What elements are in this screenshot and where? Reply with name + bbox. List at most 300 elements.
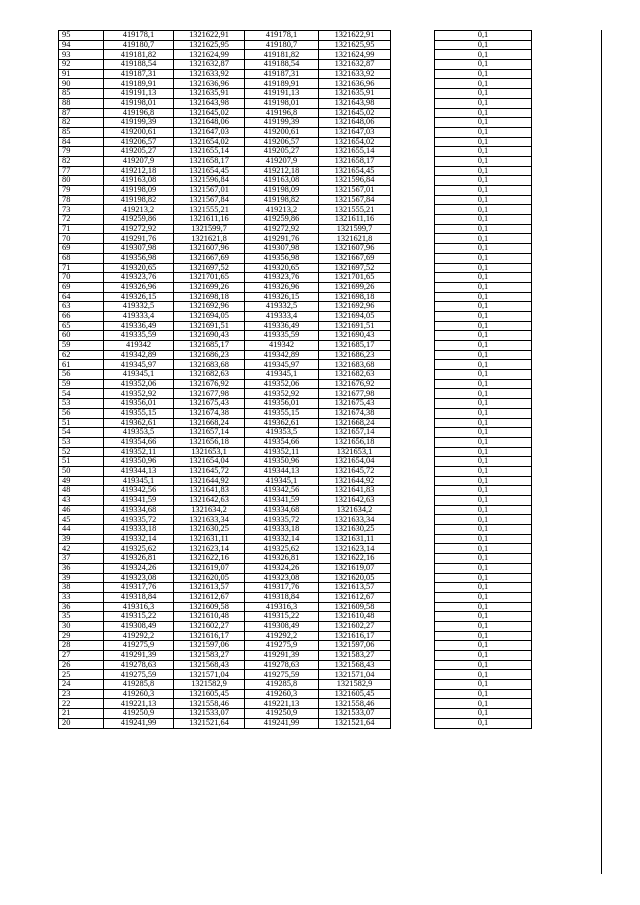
x-new-cell: 419180,7 <box>245 40 319 50</box>
spacer-cell <box>391 660 435 670</box>
x-old-cell: 419198,01 <box>104 98 174 108</box>
table-row <box>59 379 532 389</box>
y-old-cell: 1321607,96 <box>174 244 245 254</box>
table-row <box>59 176 532 186</box>
y-new-cell: 1321611,16 <box>319 215 391 225</box>
x-new-cell: 419315,22 <box>245 612 319 622</box>
x-old-cell: 419292,2 <box>104 631 174 641</box>
y-old-cell: 1321655,14 <box>174 147 245 157</box>
y-old-cell: 1321632,87 <box>174 60 245 70</box>
x-old-cell: 419350,96 <box>104 457 174 467</box>
point-number-cell: 71 <box>59 224 104 234</box>
point-number-cell: 69 <box>59 282 104 292</box>
table-row <box>59 651 532 661</box>
x-old-cell: 419323,08 <box>104 573 174 583</box>
x-new-cell: 419292,2 <box>245 631 319 641</box>
accuracy-cell: 0,1 <box>435 263 532 273</box>
y-old-cell: 1321613,57 <box>174 583 245 593</box>
point-number-cell: 24 <box>59 680 104 690</box>
table-row <box>59 156 532 166</box>
x-new-cell: 419324,26 <box>245 563 319 573</box>
accuracy-cell: 0,1 <box>435 224 532 234</box>
accuracy-cell: 0,1 <box>435 282 532 292</box>
point-number-cell: 25 <box>59 670 104 680</box>
table-row <box>59 215 532 225</box>
accuracy-cell: 0,1 <box>435 583 532 593</box>
x-new-cell: 419356,98 <box>245 253 319 263</box>
spacer-cell <box>391 40 435 50</box>
x-new-cell: 419332,5 <box>245 302 319 312</box>
x-new-cell: 419344,13 <box>245 466 319 476</box>
table-row <box>59 583 532 593</box>
table-row <box>59 515 532 525</box>
y-old-cell: 1321667,69 <box>174 253 245 263</box>
x-new-cell: 419212,18 <box>245 166 319 176</box>
spacer-cell <box>391 89 435 99</box>
y-old-cell: 1321620,05 <box>174 573 245 583</box>
spacer-cell <box>391 670 435 680</box>
x-old-cell: 419345,1 <box>104 370 174 380</box>
accuracy-cell: 0,1 <box>435 554 532 564</box>
table-row <box>59 31 532 41</box>
table-row <box>59 311 532 321</box>
y-old-cell: 1321654,04 <box>174 457 245 467</box>
y-old-cell: 1321567,84 <box>174 195 245 205</box>
y-old-cell: 1321622,16 <box>174 554 245 564</box>
point-number-cell: 77 <box>59 166 104 176</box>
x-old-cell: 419355,15 <box>104 408 174 418</box>
accuracy-cell: 0,1 <box>435 137 532 147</box>
spacer-cell <box>391 505 435 515</box>
x-new-cell: 419352,92 <box>245 389 319 399</box>
table-row <box>59 612 532 622</box>
y-old-cell: 1321623,14 <box>174 544 245 554</box>
accuracy-cell: 0,1 <box>435 108 532 118</box>
x-old-cell: 419316,3 <box>104 602 174 612</box>
table-row <box>59 69 532 79</box>
y-new-cell: 1321674,38 <box>319 408 391 418</box>
table-row <box>59 699 532 709</box>
y-new-cell: 1321657,14 <box>319 428 391 438</box>
x-old-cell: 419181,82 <box>104 50 174 60</box>
accuracy-cell: 0,1 <box>435 50 532 60</box>
y-new-cell: 1321654,02 <box>319 137 391 147</box>
x-old-cell: 419260,3 <box>104 689 174 699</box>
x-old-cell: 419362,61 <box>104 418 174 428</box>
x-new-cell: 419323,76 <box>245 273 319 283</box>
x-old-cell: 419200,61 <box>104 127 174 137</box>
y-new-cell: 1321605,45 <box>319 689 391 699</box>
y-old-cell: 1321697,52 <box>174 263 245 273</box>
y-new-cell: 1321641,83 <box>319 486 391 496</box>
accuracy-cell: 0,1 <box>435 370 532 380</box>
spacer-cell <box>391 689 435 699</box>
accuracy-cell: 0,1 <box>435 118 532 128</box>
y-old-cell: 1321676,92 <box>174 379 245 389</box>
x-old-cell: 419326,96 <box>104 282 174 292</box>
table-row <box>59 534 532 544</box>
spacer-cell <box>391 631 435 641</box>
x-new-cell: 419198,09 <box>245 186 319 196</box>
spacer-cell <box>391 496 435 506</box>
x-new-cell: 419178,1 <box>245 31 319 41</box>
accuracy-cell: 0,1 <box>435 457 532 467</box>
y-new-cell: 1321555,21 <box>319 205 391 215</box>
x-new-cell: 419355,15 <box>245 408 319 418</box>
point-number-cell: 93 <box>59 50 104 60</box>
right-margin-line <box>601 30 602 874</box>
accuracy-cell: 0,1 <box>435 718 532 728</box>
point-number-cell: 39 <box>59 534 104 544</box>
y-new-cell: 1321668,24 <box>319 418 391 428</box>
y-old-cell: 1321634,2 <box>174 505 245 515</box>
accuracy-cell: 0,1 <box>435 69 532 79</box>
x-old-cell: 419326,15 <box>104 292 174 302</box>
y-old-cell: 1321521,64 <box>174 718 245 728</box>
y-old-cell: 1321571,04 <box>174 670 245 680</box>
x-new-cell: 419352,06 <box>245 379 319 389</box>
y-new-cell: 1321607,96 <box>319 244 391 254</box>
spacer-cell <box>391 399 435 409</box>
table-row <box>59 689 532 699</box>
table-row <box>59 389 532 399</box>
y-old-cell: 1321682,63 <box>174 370 245 380</box>
spacer-cell <box>391 137 435 147</box>
point-number-cell: 56 <box>59 370 104 380</box>
point-number-cell: 64 <box>59 292 104 302</box>
spacer-cell <box>391 476 435 486</box>
spacer-cell <box>391 466 435 476</box>
accuracy-cell: 0,1 <box>435 350 532 360</box>
y-old-cell: 1321653,1 <box>174 447 245 457</box>
y-old-cell: 1321686,23 <box>174 350 245 360</box>
point-number-cell: 53 <box>59 437 104 447</box>
x-old-cell: 419324,26 <box>104 563 174 573</box>
x-old-cell: 419341,59 <box>104 496 174 506</box>
x-old-cell: 419342 <box>104 341 174 351</box>
y-new-cell: 1321633,92 <box>319 69 391 79</box>
x-new-cell: 419320,65 <box>245 263 319 273</box>
accuracy-cell: 0,1 <box>435 680 532 690</box>
spacer-cell <box>391 563 435 573</box>
spacer-cell <box>391 592 435 602</box>
table-row <box>59 592 532 602</box>
accuracy-cell: 0,1 <box>435 660 532 670</box>
x-new-cell: 419163,08 <box>245 176 319 186</box>
y-new-cell: 1321633,34 <box>319 515 391 525</box>
y-old-cell: 1321597,06 <box>174 641 245 651</box>
y-old-cell: 1321555,21 <box>174 205 245 215</box>
y-new-cell: 1321656,18 <box>319 437 391 447</box>
x-new-cell: 419198,82 <box>245 195 319 205</box>
spacer-cell <box>391 273 435 283</box>
spacer-cell <box>391 147 435 157</box>
accuracy-cell: 0,1 <box>435 486 532 496</box>
y-old-cell: 1321633,34 <box>174 515 245 525</box>
table-row <box>59 670 532 680</box>
y-old-cell: 1321701,65 <box>174 273 245 283</box>
spacer-cell <box>391 544 435 554</box>
x-old-cell: 419221,13 <box>104 699 174 709</box>
table-row <box>59 660 532 670</box>
table-row <box>59 50 532 60</box>
table-row <box>59 573 532 583</box>
point-number-cell: 59 <box>59 379 104 389</box>
accuracy-cell: 0,1 <box>435 670 532 680</box>
accuracy-cell: 0,1 <box>435 496 532 506</box>
x-new-cell: 419285,8 <box>245 680 319 690</box>
x-old-cell: 419178,1 <box>104 31 174 41</box>
x-new-cell: 419342,56 <box>245 486 319 496</box>
spacer-cell <box>391 263 435 273</box>
y-old-cell: 1321633,92 <box>174 69 245 79</box>
point-number-cell: 82 <box>59 118 104 128</box>
accuracy-cell: 0,1 <box>435 60 532 70</box>
x-new-cell: 419187,31 <box>245 69 319 79</box>
y-new-cell: 1321701,65 <box>319 273 391 283</box>
x-old-cell: 419318,84 <box>104 592 174 602</box>
x-old-cell: 419198,09 <box>104 186 174 196</box>
point-number-cell: 87 <box>59 108 104 118</box>
point-number-cell: 54 <box>59 389 104 399</box>
y-old-cell: 1321645,72 <box>174 466 245 476</box>
accuracy-cell: 0,1 <box>435 525 532 535</box>
y-old-cell: 1321533,07 <box>174 709 245 719</box>
y-old-cell: 1321654,45 <box>174 166 245 176</box>
accuracy-cell: 0,1 <box>435 592 532 602</box>
x-old-cell: 419241,99 <box>104 718 174 728</box>
x-old-cell: 419332,5 <box>104 302 174 312</box>
spacer-cell <box>391 350 435 360</box>
point-number-cell: 43 <box>59 496 104 506</box>
accuracy-cell: 0,1 <box>435 631 532 641</box>
x-new-cell: 419213,2 <box>245 205 319 215</box>
x-old-cell: 419207,9 <box>104 156 174 166</box>
y-old-cell: 1321692,96 <box>174 302 245 312</box>
y-new-cell: 1321677,98 <box>319 389 391 399</box>
x-old-cell: 419213,2 <box>104 205 174 215</box>
x-old-cell: 419334,68 <box>104 505 174 515</box>
point-number-cell: 51 <box>59 457 104 467</box>
accuracy-cell: 0,1 <box>435 321 532 331</box>
spacer-cell <box>391 321 435 331</box>
point-number-cell: 51 <box>59 418 104 428</box>
x-old-cell: 419285,8 <box>104 680 174 690</box>
spacer-cell <box>391 311 435 321</box>
y-new-cell: 1321616,17 <box>319 631 391 641</box>
x-old-cell: 419353,5 <box>104 428 174 438</box>
accuracy-cell: 0,1 <box>435 505 532 515</box>
accuracy-cell: 0,1 <box>435 215 532 225</box>
x-old-cell: 419315,22 <box>104 612 174 622</box>
spacer-cell <box>391 244 435 254</box>
accuracy-cell: 0,1 <box>435 573 532 583</box>
y-new-cell: 1321642,63 <box>319 496 391 506</box>
point-number-cell: 69 <box>59 244 104 254</box>
y-old-cell: 1321612,67 <box>174 592 245 602</box>
accuracy-cell: 0,1 <box>435 476 532 486</box>
table-row <box>59 602 532 612</box>
accuracy-cell: 0,1 <box>435 379 532 389</box>
x-old-cell: 419352,06 <box>104 379 174 389</box>
spacer-cell <box>391 379 435 389</box>
x-new-cell: 419250,9 <box>245 709 319 719</box>
table-row <box>59 263 532 273</box>
point-number-cell: 48 <box>59 486 104 496</box>
y-new-cell: 1321636,96 <box>319 79 391 89</box>
accuracy-cell: 0,1 <box>435 563 532 573</box>
y-old-cell: 1321641,83 <box>174 486 245 496</box>
spacer-cell <box>391 186 435 196</box>
spacer-cell <box>391 195 435 205</box>
x-new-cell: 419335,72 <box>245 515 319 525</box>
point-number-cell: 54 <box>59 428 104 438</box>
y-old-cell: 1321656,18 <box>174 437 245 447</box>
point-number-cell: 21 <box>59 709 104 719</box>
table-row <box>59 244 532 254</box>
table-row <box>59 234 532 244</box>
accuracy-cell: 0,1 <box>435 31 532 41</box>
x-old-cell: 419191,13 <box>104 89 174 99</box>
point-number-cell: 88 <box>59 98 104 108</box>
y-new-cell: 1321613,57 <box>319 583 391 593</box>
spacer-cell <box>391 418 435 428</box>
y-old-cell: 1321631,11 <box>174 534 245 544</box>
x-new-cell: 419259,86 <box>245 215 319 225</box>
x-old-cell: 419188,54 <box>104 60 174 70</box>
spacer-cell <box>391 292 435 302</box>
x-new-cell: 419326,81 <box>245 554 319 564</box>
table-row <box>59 98 532 108</box>
point-number-cell: 56 <box>59 408 104 418</box>
accuracy-cell: 0,1 <box>435 98 532 108</box>
y-old-cell: 1321610,48 <box>174 612 245 622</box>
y-old-cell: 1321624,99 <box>174 50 245 60</box>
y-old-cell: 1321674,38 <box>174 408 245 418</box>
y-new-cell: 1321631,11 <box>319 534 391 544</box>
spacer-cell <box>391 718 435 728</box>
x-new-cell: 419362,61 <box>245 418 319 428</box>
accuracy-cell: 0,1 <box>435 205 532 215</box>
x-new-cell: 419291,76 <box>245 234 319 244</box>
spacer-cell <box>391 156 435 166</box>
point-number-cell: 63 <box>59 302 104 312</box>
y-old-cell: 1321635,91 <box>174 89 245 99</box>
x-new-cell: 419188,54 <box>245 60 319 70</box>
accuracy-cell: 0,1 <box>435 651 532 661</box>
point-number-cell: 38 <box>59 583 104 593</box>
accuracy-cell: 0,1 <box>435 428 532 438</box>
x-new-cell: 419205,27 <box>245 147 319 157</box>
accuracy-cell: 0,1 <box>435 544 532 554</box>
y-old-cell: 1321645,02 <box>174 108 245 118</box>
y-old-cell: 1321609,58 <box>174 602 245 612</box>
table-row <box>59 476 532 486</box>
accuracy-cell: 0,1 <box>435 79 532 89</box>
y-new-cell: 1321621,8 <box>319 234 391 244</box>
point-number-cell: 29 <box>59 631 104 641</box>
accuracy-cell: 0,1 <box>435 621 532 631</box>
accuracy-cell: 0,1 <box>435 176 532 186</box>
point-number-cell: 46 <box>59 505 104 515</box>
table-row <box>59 89 532 99</box>
x-new-cell: 419342,89 <box>245 350 319 360</box>
table-row <box>59 166 532 176</box>
point-number-cell: 35 <box>59 612 104 622</box>
x-old-cell: 419335,59 <box>104 331 174 341</box>
table-row <box>59 466 532 476</box>
point-number-cell: 85 <box>59 127 104 137</box>
table-row <box>59 350 532 360</box>
y-new-cell: 1321698,18 <box>319 292 391 302</box>
accuracy-cell: 0,1 <box>435 699 532 709</box>
y-old-cell: 1321643,98 <box>174 98 245 108</box>
y-new-cell: 1321675,43 <box>319 399 391 409</box>
table-row <box>59 186 532 196</box>
x-new-cell: 419345,1 <box>245 476 319 486</box>
x-new-cell: 419335,59 <box>245 331 319 341</box>
accuracy-cell: 0,1 <box>435 156 532 166</box>
point-number-cell: 33 <box>59 592 104 602</box>
x-old-cell: 419323,76 <box>104 273 174 283</box>
y-new-cell: 1321645,02 <box>319 108 391 118</box>
y-old-cell: 1321642,63 <box>174 496 245 506</box>
spacer-cell <box>391 583 435 593</box>
y-new-cell: 1321521,64 <box>319 718 391 728</box>
x-new-cell: 419326,15 <box>245 292 319 302</box>
x-old-cell: 419352,92 <box>104 389 174 399</box>
y-new-cell: 1321654,04 <box>319 457 391 467</box>
y-new-cell: 1321690,43 <box>319 331 391 341</box>
y-old-cell: 1321694,05 <box>174 311 245 321</box>
accuracy-cell: 0,1 <box>435 602 532 612</box>
point-number-cell: 79 <box>59 147 104 157</box>
table-row <box>59 147 532 157</box>
point-number-cell: 92 <box>59 60 104 70</box>
x-new-cell: 419342 <box>245 341 319 351</box>
accuracy-cell: 0,1 <box>435 612 532 622</box>
x-new-cell: 419345,1 <box>245 370 319 380</box>
y-new-cell: 1321630,25 <box>319 525 391 535</box>
point-number-cell: 49 <box>59 476 104 486</box>
y-old-cell: 1321611,16 <box>174 215 245 225</box>
table-row <box>59 205 532 215</box>
y-old-cell: 1321644,92 <box>174 476 245 486</box>
accuracy-cell: 0,1 <box>435 195 532 205</box>
table-row <box>59 399 532 409</box>
accuracy-cell: 0,1 <box>435 292 532 302</box>
x-new-cell: 419352,11 <box>245 447 319 457</box>
x-old-cell: 419335,72 <box>104 515 174 525</box>
table-row <box>59 621 532 631</box>
y-new-cell: 1321667,69 <box>319 253 391 263</box>
point-number-cell: 94 <box>59 40 104 50</box>
point-number-cell: 36 <box>59 563 104 573</box>
point-number-cell: 45 <box>59 515 104 525</box>
y-new-cell: 1321571,04 <box>319 670 391 680</box>
x-new-cell: 419272,92 <box>245 224 319 234</box>
spacer-cell <box>391 709 435 719</box>
accuracy-cell: 0,1 <box>435 244 532 254</box>
y-old-cell: 1321630,25 <box>174 525 245 535</box>
point-number-cell: 37 <box>59 554 104 564</box>
point-number-cell: 22 <box>59 699 104 709</box>
y-new-cell: 1321622,91 <box>319 31 391 41</box>
table-row <box>59 195 532 205</box>
table-row <box>59 40 532 50</box>
point-number-cell: 26 <box>59 660 104 670</box>
spacer-cell <box>391 573 435 583</box>
